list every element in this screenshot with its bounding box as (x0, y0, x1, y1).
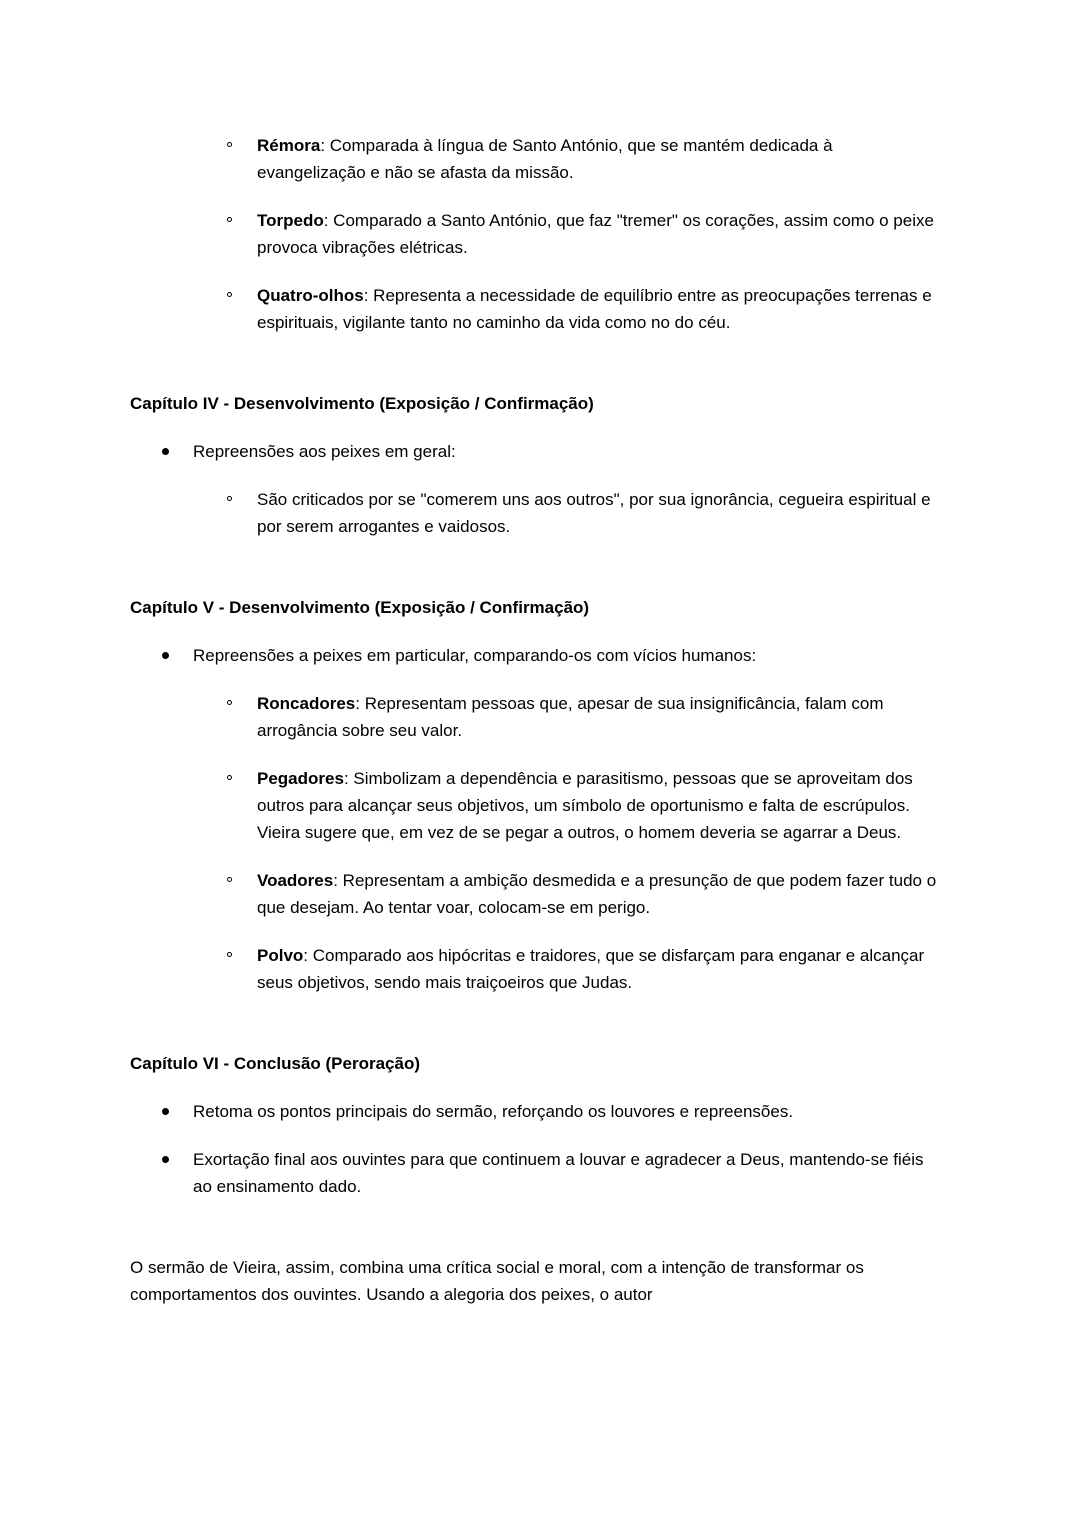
circle-bullet-icon (227, 877, 232, 882)
list-item-text: Exortação final aos ouvintes para que continuem a louvar e agradecer a Deus, mantendo-se fiéis ao ensinamento dado. (193, 1150, 924, 1196)
item-body-text: São criticados por se "comerem uns aos outros", por sua ignorância, cegueira espiritual e por serem arrogantes e vaidosos. (257, 490, 931, 536)
disc-bullet-icon (162, 1156, 169, 1163)
list-item-torpedo (130, 207, 944, 261)
section-heading-capitulo-iv: Capítulo IV - Desenvolvimento (Exposição / Confirmação) (130, 394, 594, 413)
list-item-text (257, 132, 944, 186)
circle-bullet-icon (227, 775, 232, 780)
term-label: Roncadores (257, 694, 356, 713)
item-body-text: : Representam pessoas que, apesar de sua insignificância, falam com arrogância sobre seu valor. (257, 694, 884, 740)
item-body-text: : Representam a ambição desmedida e a presunção de que podem fazer tudo o que desejam. Ao tentar voar, colocam-se em perigo. (257, 871, 937, 917)
disc-bullet-icon (162, 448, 169, 455)
list-item-sao-criticados (130, 486, 944, 540)
term-label: Rémora (257, 136, 321, 155)
list-item-exortacao (130, 1146, 944, 1200)
circle-bullet-icon (227, 292, 232, 297)
section-heading-capitulo-vi: Capítulo VI - Conclusão (Peroração) (130, 1054, 420, 1073)
list-item-text (257, 207, 944, 261)
circle-bullet-icon (227, 496, 232, 501)
disc-bullet-icon (162, 652, 169, 659)
list-item-text: Repreensões a peixes em particular, comparando-os com vícios humanos: (193, 646, 757, 665)
list-item-text (257, 690, 944, 744)
list-item-text (257, 942, 944, 996)
circle-bullet-icon (227, 142, 232, 147)
list-item-roncadores (130, 690, 944, 744)
list-item-text (257, 867, 944, 921)
circle-bullet-icon (227, 700, 232, 705)
list-item-retoma (130, 1098, 944, 1125)
item-body-text: : Comparado aos hipócritas e traidores, que se disfarçam para enganar e alcançar seus objetivos, sendo mais traiçoeiros que Judas. (257, 946, 925, 992)
term-label: Pegadores (257, 769, 344, 788)
item-body-text: : Comparado a Santo António, que faz "tremer" os corações, assim como o peixe provoca vibrações elétricas. (257, 211, 934, 257)
list-item-text (257, 282, 944, 336)
term-label: Polvo (257, 946, 304, 965)
list-item-remora (130, 132, 944, 186)
list-item-text: Repreensões aos peixes em geral: (193, 442, 456, 461)
list-item-voadores (130, 867, 944, 921)
term-label: Voadores (257, 871, 334, 890)
item-body-text: : Simbolizam a dependência e parasitismo, pessoas que se aproveitam dos outros para alcançar seus objetivos, um símbolo de oportunismo e falta de escrúpulos. Vieira sugere que, em vez de se pegar a outros, o homem deveria se agarrar a Deus. (257, 769, 913, 842)
list-item-text: Retoma os pontos principais do sermão, reforçando os louvores e repreensões. (193, 1102, 794, 1121)
list-item-repreensoes-geral (130, 438, 944, 465)
term-label: Torpedo (257, 211, 324, 230)
list-item-text (257, 486, 944, 540)
circle-bullet-icon (227, 217, 232, 222)
list-item-text (257, 765, 944, 846)
list-item-quatro-olhos (130, 282, 944, 336)
list-item-pegadores (130, 765, 944, 846)
term-label: Quatro-olhos (257, 286, 364, 305)
item-body-text: : Comparada à língua de Santo António, que se mantém dedicada à evangelização e não se afasta da missão. (257, 136, 833, 182)
closing-paragraph: O sermão de Vieira, assim, combina uma crítica social e moral, com a intenção de transformar os comportamentos dos ouvintes. Usando a alegoria dos peixes, o autor (130, 1258, 864, 1304)
section-heading-capitulo-v: Capítulo V - Desenvolvimento (Exposição / Confirmação) (130, 598, 590, 617)
disc-bullet-icon (162, 1108, 169, 1115)
list-item-repreensoes-particular (130, 642, 944, 669)
circle-bullet-icon (227, 952, 232, 957)
list-item-polvo (130, 942, 944, 996)
item-body-text: : Representa a necessidade de equilíbrio entre as preocupações terrenas e espirituais, vigilante tanto no caminho da vida como no do céu. (257, 286, 932, 332)
